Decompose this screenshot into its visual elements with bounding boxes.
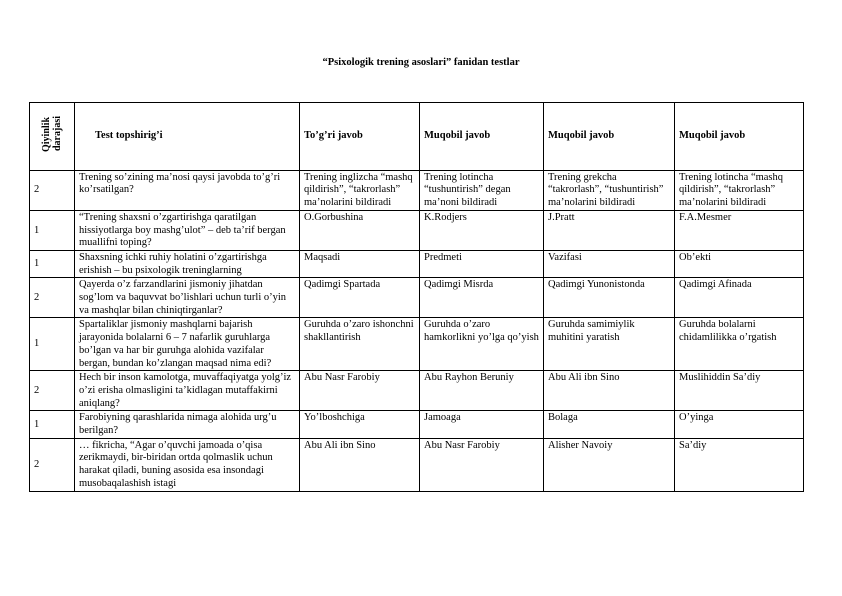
cell-alternative-answer-3: Ob’ekti (675, 250, 804, 277)
cell-alternative-answer-3: F.A.Mesmer (675, 210, 804, 250)
table-row (30, 318, 804, 371)
cell-level: 1 (30, 210, 75, 250)
header-correct-answer: To’g’ri javob (300, 103, 420, 171)
cell-alternative-answer-2: J.Pratt (544, 210, 675, 250)
cell-alternative-answer-3: Guruhda bolalarni chidamlilikka o’rgatish (675, 318, 804, 371)
cell-alternative-answer-1: Abu Rayhon Beruniy (420, 371, 544, 411)
cell-alternative-answer-1: Guruhda o’zaro hamkorlikni yo’lga qo’yish (420, 318, 544, 371)
cell-alternative-answer-3: Muslihiddin Sa’diy (675, 371, 804, 411)
cell-correct-answer: Abu Ali ibn Sino (300, 438, 420, 491)
header-level (30, 103, 75, 171)
table-row (30, 210, 804, 250)
table-row (30, 250, 804, 277)
cell-alternative-answer-1: Abu Nasr Farobiy (420, 438, 544, 491)
header-alternative-answer-1: Muqobil javob (420, 103, 544, 171)
cell-alternative-answer-2: Bolaga (544, 411, 675, 438)
cell-correct-answer: O.Gorbushina (300, 210, 420, 250)
cell-alternative-answer-1: Jamoaga (420, 411, 544, 438)
cell-task: … fikricha, “Agar o’quvchi jamoada o’qisa zerikmaydi, bir-biridan ortda qolmaslik uchun harakat qiladi, buning asosida esa insondagi musobaqalashish istagi (75, 438, 300, 491)
cell-alternative-answer-2: Trening grekcha “takrorlash”, “tushuntirish” ma’nolarini bildiradi (544, 170, 675, 210)
cell-task: Farobiyning qarashlarida nimaga alohida urg’u berilgan? (75, 411, 300, 438)
cell-level: 2 (30, 371, 75, 411)
table-row (30, 371, 804, 411)
cell-task: Qayerda o’z farzandlarini jismoniy jihatdan sog’lom va baquvvat bo’lishlari uchun turli o’yin va mashqlar bilan chiniqtirganlar? (75, 278, 300, 318)
cell-alternative-answer-3: Trening lotincha “mashq qildirish”, “takrorlash” ma’nolarini bildiradi (675, 170, 804, 210)
cell-alternative-answer-1: Trening lotincha “tushuntirish” degan ma’noni bildiradi (420, 170, 544, 210)
cell-alternative-answer-2: Guruhda samimiylik muhitini yaratish (544, 318, 675, 371)
document-title: “Psixologik trening asoslari” fanidan testlar (322, 57, 520, 68)
cell-alternative-answer-1: Qadimgi Misrda (420, 278, 544, 318)
cell-alternative-answer-3: Qadimgi Afinada (675, 278, 804, 318)
cell-correct-answer: Qadimgi Spartada (300, 278, 420, 318)
header-level-label: Qiyinlik darajasi (41, 116, 63, 152)
cell-level: 2 (30, 170, 75, 210)
header-task: Test topshirig’i (75, 103, 300, 171)
header-alternative-answer-2: Muqobil javob (544, 103, 675, 171)
cell-task: “Trening shaxsni o’zgartirishga qaratilgan hissiyotlarga boy mashg’ulot” – deb ta’rif bergan muallifni toping? (75, 210, 300, 250)
cell-level: 2 (30, 438, 75, 491)
cell-alternative-answer-2: Alisher Navoiy (544, 438, 675, 491)
cell-alternative-answer-2: Qadimgi Yunonistonda (544, 278, 675, 318)
cell-alternative-answer-2: Vazifasi (544, 250, 675, 277)
test-table (29, 102, 804, 492)
cell-task: Spartaliklar jismoniy mashqlarni bajarish jarayonida bolalarni 6 – 7 nafarlik guruhlarga bo’lgan va har bir guruhga alohida vazifalar bergan, bundan ko’zlangan maqsad nima edi? (75, 318, 300, 371)
header-alternative-answer-3: Muqobil javob (675, 103, 804, 171)
table-row (30, 278, 804, 318)
cell-alternative-answer-3: Sa’diy (675, 438, 804, 491)
cell-correct-answer: Yo’lboshchiga (300, 411, 420, 438)
cell-task: Shaxsning ichki ruhiy holatini o’zgartirishga erishish – bu psixologik treninglarning (75, 250, 300, 277)
cell-correct-answer: Trening inglizcha “mashq qildirish”, “takrorlash” ma’nolarini bildiradi (300, 170, 420, 210)
cell-alternative-answer-2: Abu Ali ibn Sino (544, 371, 675, 411)
cell-task: Trening so’zining ma’nosi qaysi javobda to’g’ri ko’rsatilgan? (75, 170, 300, 210)
cell-level: 2 (30, 278, 75, 318)
cell-correct-answer: Maqsadi (300, 250, 420, 277)
cell-correct-answer: Abu Nasr Farobiy (300, 371, 420, 411)
cell-correct-answer: Guruhda o’zaro ishonchni shakllantirish (300, 318, 420, 371)
cell-alternative-answer-1: Predmeti (420, 250, 544, 277)
table-header-row (30, 103, 804, 171)
table-row (30, 438, 804, 491)
cell-task: Hech bir inson kamolotga, muvaffaqiyatga yolg’iz o’zi erisha olmasligini ta’kidlagan mutaffakirni aniqlang? (75, 371, 300, 411)
cell-level: 1 (30, 250, 75, 277)
table-row (30, 411, 804, 438)
table-row (30, 170, 804, 210)
cell-level: 1 (30, 318, 75, 371)
cell-alternative-answer-1: K.Rodjers (420, 210, 544, 250)
cell-level: 1 (30, 411, 75, 438)
cell-alternative-answer-3: O’yinga (675, 411, 804, 438)
